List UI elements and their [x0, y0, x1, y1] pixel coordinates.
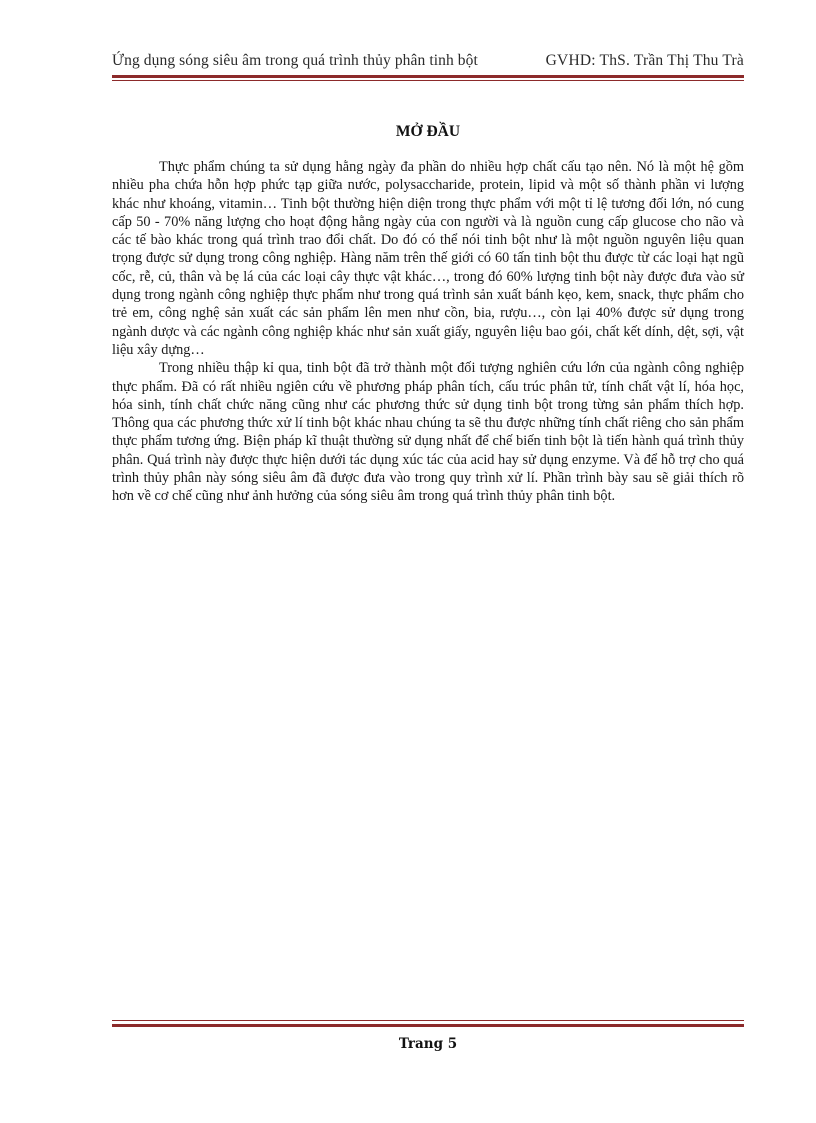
header-rule-thin — [112, 80, 744, 81]
header-document-title: Ứng dụng sóng siêu âm trong quá trình thủy phân tinh bột — [112, 52, 478, 69]
section-title: MỞ ĐẦU — [395, 123, 461, 140]
footer-rule-thin — [112, 1020, 744, 1021]
header-supervisor: GVHD: ThS. Trần Thị Thu Trà — [545, 52, 744, 69]
header-rule-thick — [112, 75, 744, 78]
body-text — [112, 158, 744, 506]
paragraph-1: Thực phẩm chúng ta sử dụng hằng ngày đa phần do nhiều hợp chất cấu tạo nên. Nó là một hệ gồm nhiều pha chứa hỗn hợp phức tạp giữa nước, polysaccharide, protein, lipid và một số thành phần vi lượng khác như khoáng, vitamin… Tinh bột thường hiện diện trong thực phẩm với một tỉ lệ tương đối lớn, nó cung cấp 50 - 70% năng lượng cho hoạt động hằng ngày của con người và là nguồn cung cấp glucose cho não và các tế bào khác trong quá trình trao đổi chất. Do đó có thể nói tinh bột như là một nguồn nguyên liệu quan trọng được sử dụng trong công nghiệp. Hàng năm trên thế giới có 60 tấn tinh bột thu được từ các loại hạt ngũ cốc, rễ, củ, thân và bẹ lá của các loại cây thực vật khác…, trong đó 60% lượng tinh bột này được đưa vào sử dụng trong ngành công nghiệp thực phẩm như trong quá trình sản xuất bánh kẹo, kem, snack, thực phẩm cho trẻ em, công nghệ sản xuất các sản phẩm lên men như cồn, bia, rượu…, còn lại 40% được sử dụng trong ngành dược và các ngành công nghiệp khác như sản xuất giấy, nguyên liệu bao gói, chất kết dính, dệt, sợi, vật liệu xây dựng… — [112, 159, 744, 358]
page-number: Trang 5 — [398, 1036, 458, 1052]
footer-rule-thick — [112, 1024, 744, 1027]
paragraph-2: Trong nhiều thập kỉ qua, tinh bột đã trở thành một đối tượng nghiên cứu lớn của ngành công nghiệp thực phẩm. Đã có rất nhiều ngiên cứu về phương pháp phân tích, cấu trúc phân tử, tính chất vật lí, hóa học, hóa sinh, tính chất chức năng cũng như các phương thức sử dụng tinh bột trong từng sản phẩm thích hợp. Thông qua các phương thức xử lí tinh bột khác nhau chúng ta sẽ thu được những tính chất riêng cho sản phẩm thực phẩm tương ứng. Biện pháp kĩ thuật thường sử dụng nhất để chế biến tinh bột là tiến hành quá trình thủy phân. Quá trình này được thực hiện dưới tác dụng xúc tác của acid hay sử dụng enzyme. Và để hỗ trợ cho quá trình thủy phân này sóng siêu âm đã được đưa vào trong quy trình xử lí. Phần trình bày sau sẽ giải thích rõ hơn về cơ chế cũng như ảnh hưởng của sóng siêu âm trong quá trình thủy phân tinh bột. — [112, 360, 744, 505]
page-header — [112, 52, 744, 70]
